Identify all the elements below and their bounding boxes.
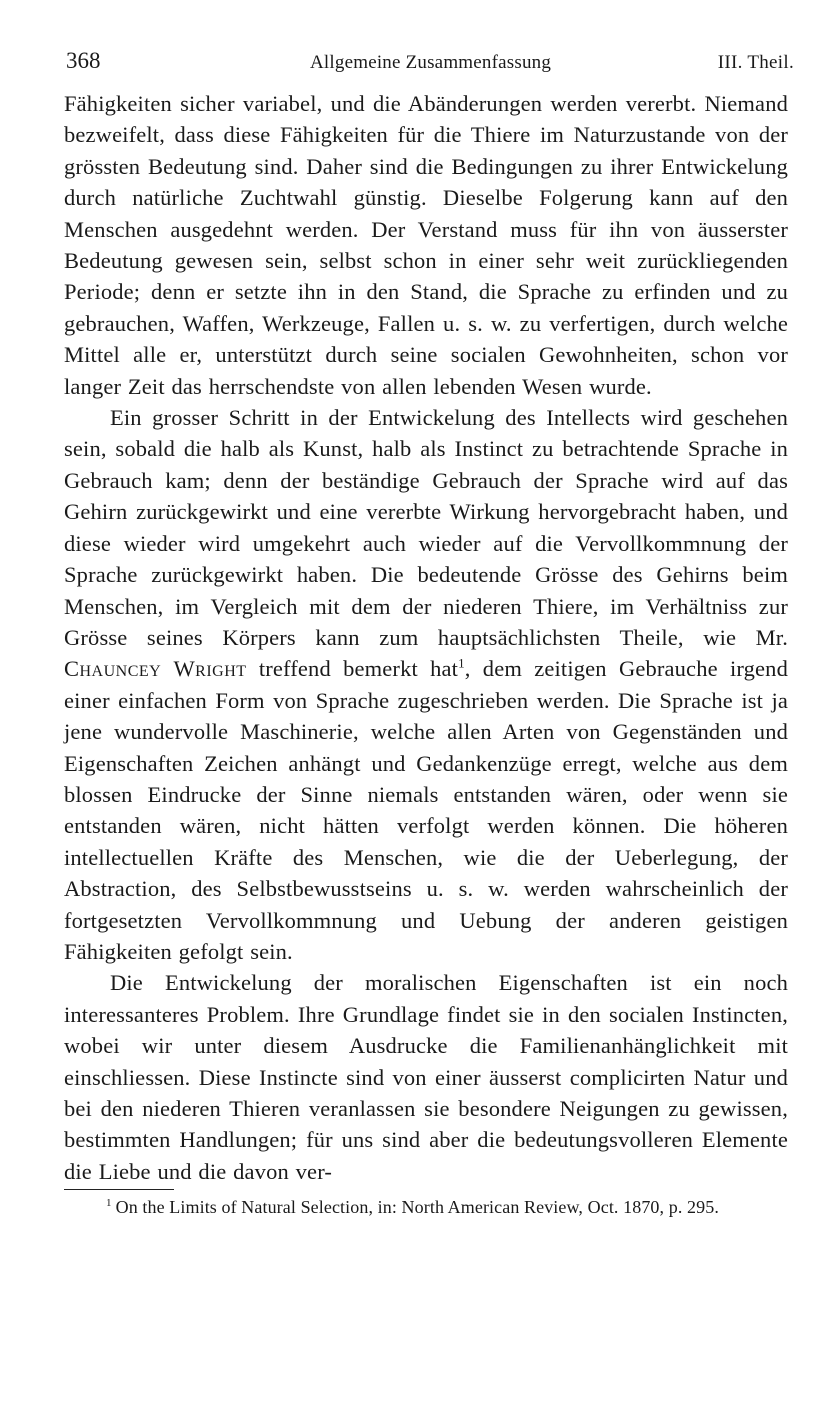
paragraph-2-continuation: treffend bemerkt hat bbox=[258, 656, 459, 682]
paragraph-1: Fähigkeiten sicher variabel, und die Abänderungen werden vererbt. Niemand bezweifelt, dass diese Fähigkeiten für die Thiere im Naturzustande von der grössten Bedeutung sind. Daher sind die Bedingungen zu ihrer Entwickelung durch natürliche Zuchtwahl günstig. Dieselbe Folgerung kann auf den Menschen ausgedehnt werden. Der Verstand muss für ihn von äusserster Bedeutung gewesen sein, selbst schon in einer sehr weit zurückliegenden Periode; denn er setzte ihn in den Stand, die Sprache zu erfinden und zu gebrauchen, Waffen, Werkzeuge, Fallen u. s. w. zu verfertigen, durch welche Mittel alle er, unterstützt durch seine socialen Gewohnheiten, schon vor langer Zeit das herrschendste von allen lebenden Wesen wurde. bbox=[64, 91, 788, 399]
footnote bbox=[64, 1196, 788, 1218]
running-title: Allgemeine Zusammenfassung bbox=[310, 52, 552, 73]
paragraph-2 bbox=[64, 402, 788, 967]
paragraph-2-rest: , dem zeitigen Gebrauche irgend einer einfachen Form von Sprache zugeschrieben werden. Die Sprache ist ja jene wundervolle Maschinerie, welche allen Arten von Gegenständen und Eigenschaften Zeichen anhängt und Gedankenzüge erregt, welche aus dem blossen Eindrucke der Sinne niemals entstanden wären, oder wenn sie entstanden wären, nicht hätten verfolgt werden können. Die höheren intellectuellen Kräfte des Menschen, wie die der Ueberlegung, der Abstraction, des Selbstbewusstseins u. s. w. werden wahrscheinlich der fortgesetzten Vervollkommnung und Uebung der anderen geistigen Fähigkeiten gefolgt sein. bbox=[64, 656, 788, 964]
part-label: III. Theil. bbox=[717, 52, 794, 73]
footnote-reference[interactable]: 1 bbox=[458, 655, 465, 671]
page-number: 368 bbox=[66, 48, 101, 73]
book-page bbox=[64, 48, 794, 1218]
body-text bbox=[64, 88, 788, 1187]
running-header bbox=[64, 48, 794, 88]
author-name: Chauncey Wright bbox=[64, 656, 247, 682]
footnote-text: On the Limits of Natural Selection, in: North American Review, Oct. 1870, p. 295. bbox=[115, 1197, 719, 1218]
paragraph-3: Die Entwickelung der moralischen Eigenschaften ist ein noch interessanteres Problem. Ihre Grundlage findet sie in den socialen Instincten, wobei wir unter diesem Ausdrucke die Familienanhänglichkeit mit einschliessen. Diese Instincte sind von einer äusserst complicirten Natur und bei den niederen Thieren veranlassen sie besondere Neigungen zu gewissen, bestimmten Handlungen; für uns sind aber die bedeutungsvolleren Elemente die Liebe und die davon ver- bbox=[64, 970, 788, 1184]
paragraph-2-text: Ein grosser Schritt in der Entwickelung des Intellects wird geschehen sein, sobald die halb als Kunst, halb als Instinct zu betrachtende Sprache in Gebrauch kam; denn der beständige Gebrauch der Sprache wird auf das Gehirn zurückgewirkt und eine vererbte Wirkung hervorgebracht haben, und diese wieder wird umgekehrt auch wieder auf die Vervollkommnung der Sprache zurückgewirkt haben. Die bedeutende Grösse des Gehirns beim Menschen, im Vergleich mit dem der niederen Thiere, im Verhältniss zur Grösse seines Körpers kann zum hauptsächlichsten Theile, wie Mr. bbox=[64, 405, 788, 650]
footnote-divider bbox=[64, 1189, 174, 1190]
footnote-marker: 1 bbox=[106, 1197, 112, 1210]
